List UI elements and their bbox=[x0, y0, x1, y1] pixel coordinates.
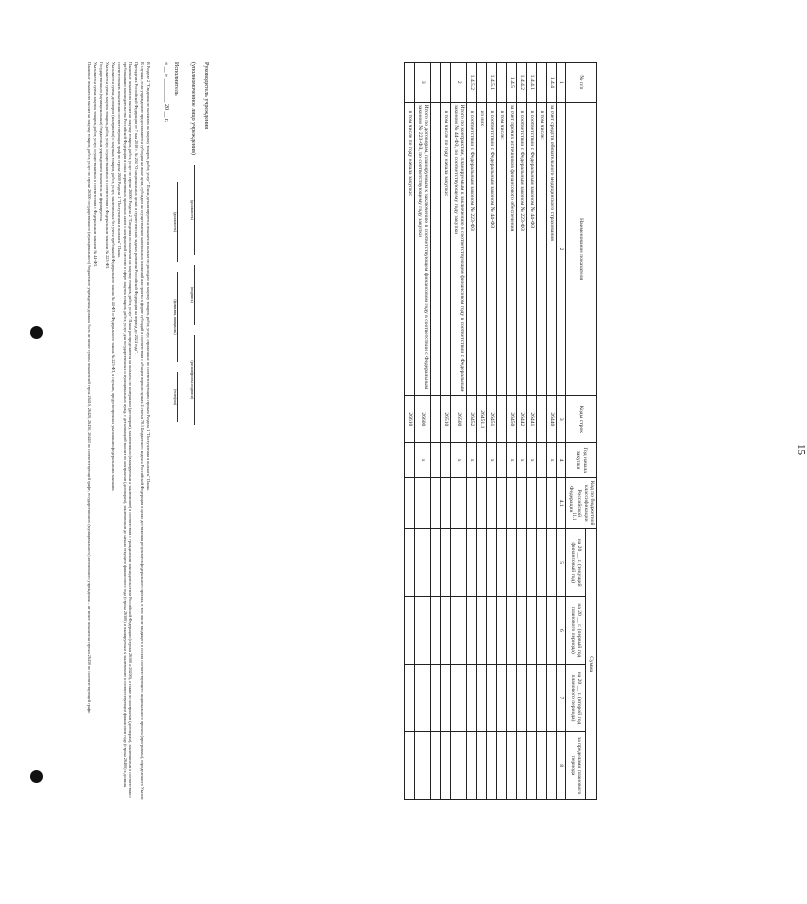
table-row bbox=[441, 63, 451, 800]
row-value-cell bbox=[537, 529, 547, 597]
exec-name-line bbox=[177, 272, 186, 362]
row-value-cell bbox=[467, 478, 477, 529]
row-value-cell bbox=[537, 664, 547, 732]
signature-line bbox=[194, 265, 203, 325]
row-code: 26441 bbox=[527, 396, 537, 443]
row-value-cell bbox=[477, 732, 487, 800]
row-num: 1.4.4.1 bbox=[527, 63, 537, 103]
row-year bbox=[477, 443, 487, 478]
header-year: Год начала закупки bbox=[566, 443, 597, 478]
footnote: Государственным (муниципальным) бюджетным учреждением показатель не формируется. bbox=[98, 62, 104, 222]
row-value-cell bbox=[517, 529, 527, 597]
row-code: 26450 bbox=[507, 396, 517, 443]
row-value-cell bbox=[405, 478, 415, 529]
row-num: 1.4.4.2 bbox=[517, 63, 527, 103]
row-value-cell bbox=[431, 732, 441, 800]
name-caption: (расшифровка подписи) bbox=[190, 360, 194, 400]
footnote: Указывается сумма закупок товаров, работ, услуг, осуществляемых в соответствии с Федеральным законом № 223-ФЗ. bbox=[105, 62, 111, 270]
row-code: 26451 bbox=[487, 396, 497, 443]
header-num: № п/п bbox=[566, 63, 597, 103]
row-value-cell bbox=[405, 597, 415, 665]
row-code bbox=[431, 396, 441, 443]
table-row bbox=[405, 63, 415, 800]
row-value-cell bbox=[497, 529, 507, 597]
table-row bbox=[537, 63, 547, 800]
table-row bbox=[431, 63, 441, 800]
table-row bbox=[507, 63, 517, 800]
colnum: 3 bbox=[557, 396, 566, 443]
colnum: 4.1 bbox=[557, 478, 566, 529]
row-name: в соответствии с Федеральным законом № 44-ФЗ bbox=[527, 102, 537, 396]
page-number: 15 bbox=[795, 444, 807, 455]
row-value-cell bbox=[487, 664, 497, 732]
row-value-cell bbox=[487, 732, 497, 800]
footnote: Плановые показатели выплат на закупку товаров, работ, услуг по строке 26500 государственного (муниципального) бюджетного учреждения должны быть не менее суммы показателей строк 26410, 26420, 26430, 26440 по соответствующей графе, государственного (муниципального) автономного учреждения – не менее показателя строки 26430 по соответствующей графе. bbox=[86, 62, 92, 715]
row-value-cell bbox=[451, 529, 467, 597]
footnote: В случаях, если учреждению предоставляются субсидии на иные цели, субсидии на осуществление капитальных вложений или гранты в форме субсидий в соответствии с абзацем первым пункта 4 статьи 78.1 Бюджетного кодекса Российской Федерации в целях достижения результатов федерального проекта, в том числе входящего в состав соответствующего национального проекта (программы), определенного Указом Президента Российской Федерации от 7 мая 2018 г. № 204 "О национальных целях и стратегических задачах развития Российской Федерации на период до 2024 года". bbox=[134, 62, 145, 800]
row-value-cell bbox=[507, 732, 517, 800]
row-name: Итого по контрактам, планируемым к заключению в соответствующем финансовом году в соответствии с Федеральным законом № 44-ФЗ, по соответствующему году закупки bbox=[451, 102, 467, 396]
row-value-cell bbox=[527, 597, 537, 665]
row-value-cell bbox=[527, 529, 537, 597]
row-num bbox=[405, 63, 415, 103]
row-value-cell bbox=[405, 664, 415, 732]
row-value-cell bbox=[517, 478, 527, 529]
row-year: х bbox=[547, 443, 557, 478]
row-value-cell bbox=[517, 597, 527, 665]
row-num bbox=[431, 63, 441, 103]
row-name: в соответствии с Федеральным законом № 223-ФЗ bbox=[467, 102, 477, 396]
header-code: Коды строк bbox=[566, 396, 597, 443]
row-year: х bbox=[451, 443, 467, 478]
table-row bbox=[497, 63, 507, 800]
footnote: Указывается сумма договоров (контрактов) о закупках товаров, работ, услуг, заключенных без учета требований Федерального закона № 44-ФЗ и Федерального закона № 223-ФЗ, в случаях, предусмотренных указанными федеральными законами. bbox=[111, 62, 117, 492]
row-year bbox=[431, 443, 441, 478]
row-value-cell bbox=[537, 478, 547, 529]
row-value-cell bbox=[451, 664, 467, 732]
colnum: 4 bbox=[557, 443, 566, 478]
row-year bbox=[405, 443, 415, 478]
row-name: в том числе по году начала закупки: bbox=[441, 102, 451, 396]
row-value-cell bbox=[497, 664, 507, 732]
exec-name-caption: (фамилия, инициалы) bbox=[173, 299, 177, 335]
row-value-cell bbox=[547, 664, 557, 732]
row-value-cell bbox=[527, 732, 537, 800]
row-code: 26442 bbox=[517, 396, 527, 443]
position-line bbox=[194, 165, 203, 255]
footnote: Указывается сумма закупок товаров, работ, услуг, осуществляемых в соответствии с Федеральным законом № 44-ФЗ. bbox=[92, 62, 98, 267]
row-year bbox=[497, 443, 507, 478]
row-code: 26610 bbox=[405, 396, 415, 443]
procurement-table bbox=[404, 62, 597, 800]
exec-position-caption: (должность) bbox=[173, 212, 177, 232]
row-year: х bbox=[487, 443, 497, 478]
row-value-cell bbox=[441, 529, 451, 597]
row-code: 26440 bbox=[547, 396, 557, 443]
header-beyond: за пределами планового периода bbox=[566, 732, 585, 800]
row-code: 26451.1 bbox=[477, 396, 487, 443]
row-value-cell bbox=[441, 732, 451, 800]
row-num: 1.4.5 bbox=[507, 63, 517, 103]
row-num bbox=[441, 63, 451, 103]
row-value-cell bbox=[405, 529, 415, 597]
row-name: в соответствии с Федеральным законом № 223-ФЗ bbox=[517, 102, 527, 396]
header-year2: на 20 __ г. (первый год планового периода) bbox=[566, 597, 585, 665]
row-num: 1.4.4 bbox=[547, 63, 557, 103]
row-value-cell bbox=[487, 597, 497, 665]
table-row bbox=[477, 63, 487, 800]
row-value-cell bbox=[467, 732, 477, 800]
row-value-cell bbox=[527, 664, 537, 732]
row-year: х bbox=[507, 443, 517, 478]
row-value-cell bbox=[477, 597, 487, 665]
row-value-cell bbox=[507, 664, 517, 732]
row-year: х bbox=[517, 443, 527, 478]
header-sum: Сумма bbox=[585, 529, 596, 800]
row-value-cell bbox=[415, 732, 431, 800]
rotated-content bbox=[37, 52, 807, 852]
row-name: Итого по договорам, планируемым к заключению в соответствующем финансовом году в соответствии с Федеральным законом № 223-ФЗ, по соответствующему году закупки bbox=[415, 102, 431, 396]
row-value-cell bbox=[477, 529, 487, 597]
row-value-cell bbox=[467, 597, 477, 665]
row-value-cell bbox=[517, 664, 527, 732]
row-year bbox=[441, 443, 451, 478]
row-value-cell bbox=[431, 664, 441, 732]
row-value-cell bbox=[497, 478, 507, 529]
executor-label: Исполнитель bbox=[173, 62, 179, 96]
row-year: х bbox=[415, 443, 431, 478]
row-code: 26510 bbox=[441, 396, 451, 443]
row-code: 26452 bbox=[467, 396, 477, 443]
row-name bbox=[431, 102, 441, 396]
row-value-cell bbox=[467, 529, 477, 597]
row-value-cell bbox=[451, 478, 467, 529]
row-name: в том числе: bbox=[497, 102, 507, 396]
row-value-cell bbox=[547, 732, 557, 800]
date-line: « __ » ________ 20 __ г. bbox=[163, 62, 169, 123]
row-value-cell bbox=[497, 732, 507, 800]
table-row bbox=[487, 63, 497, 800]
phone-line bbox=[177, 372, 186, 422]
row-value-cell bbox=[441, 478, 451, 529]
row-code: 26600 bbox=[415, 396, 431, 443]
row-value-cell bbox=[431, 478, 441, 529]
head-sub-label: (уполномоченное лицо учреждения) bbox=[190, 62, 196, 155]
header-kbk-text: Код по бюджетной классификации Российской Федерации bbox=[567, 480, 595, 526]
row-code bbox=[497, 396, 507, 443]
row-value-cell bbox=[441, 664, 451, 732]
row-num: 2 bbox=[451, 63, 467, 103]
row-num: 3 bbox=[415, 63, 431, 103]
row-value-cell bbox=[507, 597, 517, 665]
colnum: 8 bbox=[557, 732, 566, 800]
table-row bbox=[415, 63, 431, 800]
row-value-cell bbox=[537, 732, 547, 800]
row-code bbox=[537, 396, 547, 443]
row-name: из них bbox=[477, 102, 487, 396]
row-year: х bbox=[527, 443, 537, 478]
colnum: 2 bbox=[557, 102, 566, 396]
row-name: за счет средств обязательного медицинского страхования bbox=[547, 102, 557, 396]
footnotes bbox=[86, 62, 151, 807]
header-kbk-footnote: 11.1 bbox=[570, 512, 576, 521]
row-value-cell bbox=[467, 664, 477, 732]
row-value-cell bbox=[487, 529, 497, 597]
colnum: 1 bbox=[557, 63, 566, 103]
row-value-cell bbox=[415, 529, 431, 597]
row-code: 26500 bbox=[451, 396, 467, 443]
row-value-cell bbox=[527, 478, 537, 529]
header-name: Наименование показателя bbox=[566, 102, 597, 396]
table-row bbox=[527, 63, 537, 800]
row-value-cell bbox=[477, 478, 487, 529]
row-value-cell bbox=[547, 529, 557, 597]
row-num: 1.4.5.2 bbox=[467, 63, 477, 103]
row-value-cell bbox=[487, 478, 497, 529]
row-value-cell bbox=[451, 732, 467, 800]
signature-block bbox=[163, 62, 209, 762]
footnote: Плановые показатели выплат на закупку товаров, работ, услуг по строке 26000 Раздела 2 "Сведения по выплатам на закупку товаров, работ, услуг" Плана распределяются на выплаты по контрактам (договорам), заключенным (планируемым к заключению) в соответствии с гражданским законодательством Российской Федерации (строки 26100 и 26200), а также по контрактам (договорам), заключаемым в соответствии с требованиями законодательства Российской Федерации и иных нормативных правовых актов о контрактной системе в сфере закупок товаров, работ, услуг для государственных и муниципальных нужд, с детализацией выплат по контрактам (договорам), заключенным до начала текущего финансового года (строка 26300) и планируемым к заключению в соответствующем финансовом году (строка 26400) в должны соответствовать показателям соответствующих граф по строке 2600 Раздела 1 "Поступления и выплаты" Плана. bbox=[117, 62, 134, 799]
row-value-cell bbox=[547, 597, 557, 665]
row-value-cell bbox=[507, 529, 517, 597]
phone-caption: (телефон) bbox=[173, 389, 177, 405]
position-caption: (должность) bbox=[190, 199, 194, 220]
name-line bbox=[194, 335, 203, 425]
row-value-cell bbox=[415, 478, 431, 529]
row-num bbox=[537, 63, 547, 103]
table-row bbox=[467, 63, 477, 800]
row-value-cell bbox=[415, 597, 431, 665]
row-value-cell bbox=[537, 597, 547, 665]
colnum: 5 bbox=[557, 529, 566, 597]
row-name: в соответствии с Федеральным законом № 44-ФЗ bbox=[487, 102, 497, 396]
row-value-cell bbox=[431, 597, 441, 665]
header-year3: на 20 __ г. (второй год планового периода) bbox=[566, 664, 585, 732]
row-name: в том числе: bbox=[537, 102, 547, 396]
row-value-cell bbox=[431, 529, 441, 597]
colnum: 7 bbox=[557, 664, 566, 732]
row-year bbox=[537, 443, 547, 478]
row-value-cell bbox=[405, 732, 415, 800]
row-value-cell bbox=[415, 664, 431, 732]
row-value-cell bbox=[547, 478, 557, 529]
row-value-cell bbox=[441, 597, 451, 665]
row-year: х bbox=[467, 443, 477, 478]
row-num: 1.4.5.1 bbox=[487, 63, 497, 103]
row-name: за счет прочих источников финансового обеспечения bbox=[507, 102, 517, 396]
row-value-cell bbox=[517, 732, 527, 800]
row-num bbox=[477, 63, 487, 103]
row-value-cell bbox=[451, 597, 467, 665]
header-year1: на 20 __ г. (текущий финансовый год) bbox=[566, 529, 585, 597]
head-label: Руководитель учреждения bbox=[203, 62, 209, 130]
table-row bbox=[547, 63, 557, 800]
row-name: в том числе по году начала закупки: bbox=[405, 102, 415, 396]
colnum: 6 bbox=[557, 597, 566, 665]
footnote: В Разделе 2 "Сведения по выплатам на закупку товаров, работ, услуг" Плана детализируются показатели выплат по расходам на закупку товаров, работ, услуг, отраженные по соответствующим строкам Раздела 1 "Поступления и выплаты" Плана. bbox=[146, 62, 151, 491]
signature-caption: (подпись) bbox=[190, 286, 194, 303]
header-kbk bbox=[566, 478, 597, 529]
exec-position-line bbox=[177, 182, 186, 262]
row-value-cell bbox=[477, 664, 487, 732]
row-value-cell bbox=[497, 597, 507, 665]
row-value-cell bbox=[507, 478, 517, 529]
table-row bbox=[451, 63, 467, 800]
row-num bbox=[497, 63, 507, 103]
table-row bbox=[517, 63, 527, 800]
